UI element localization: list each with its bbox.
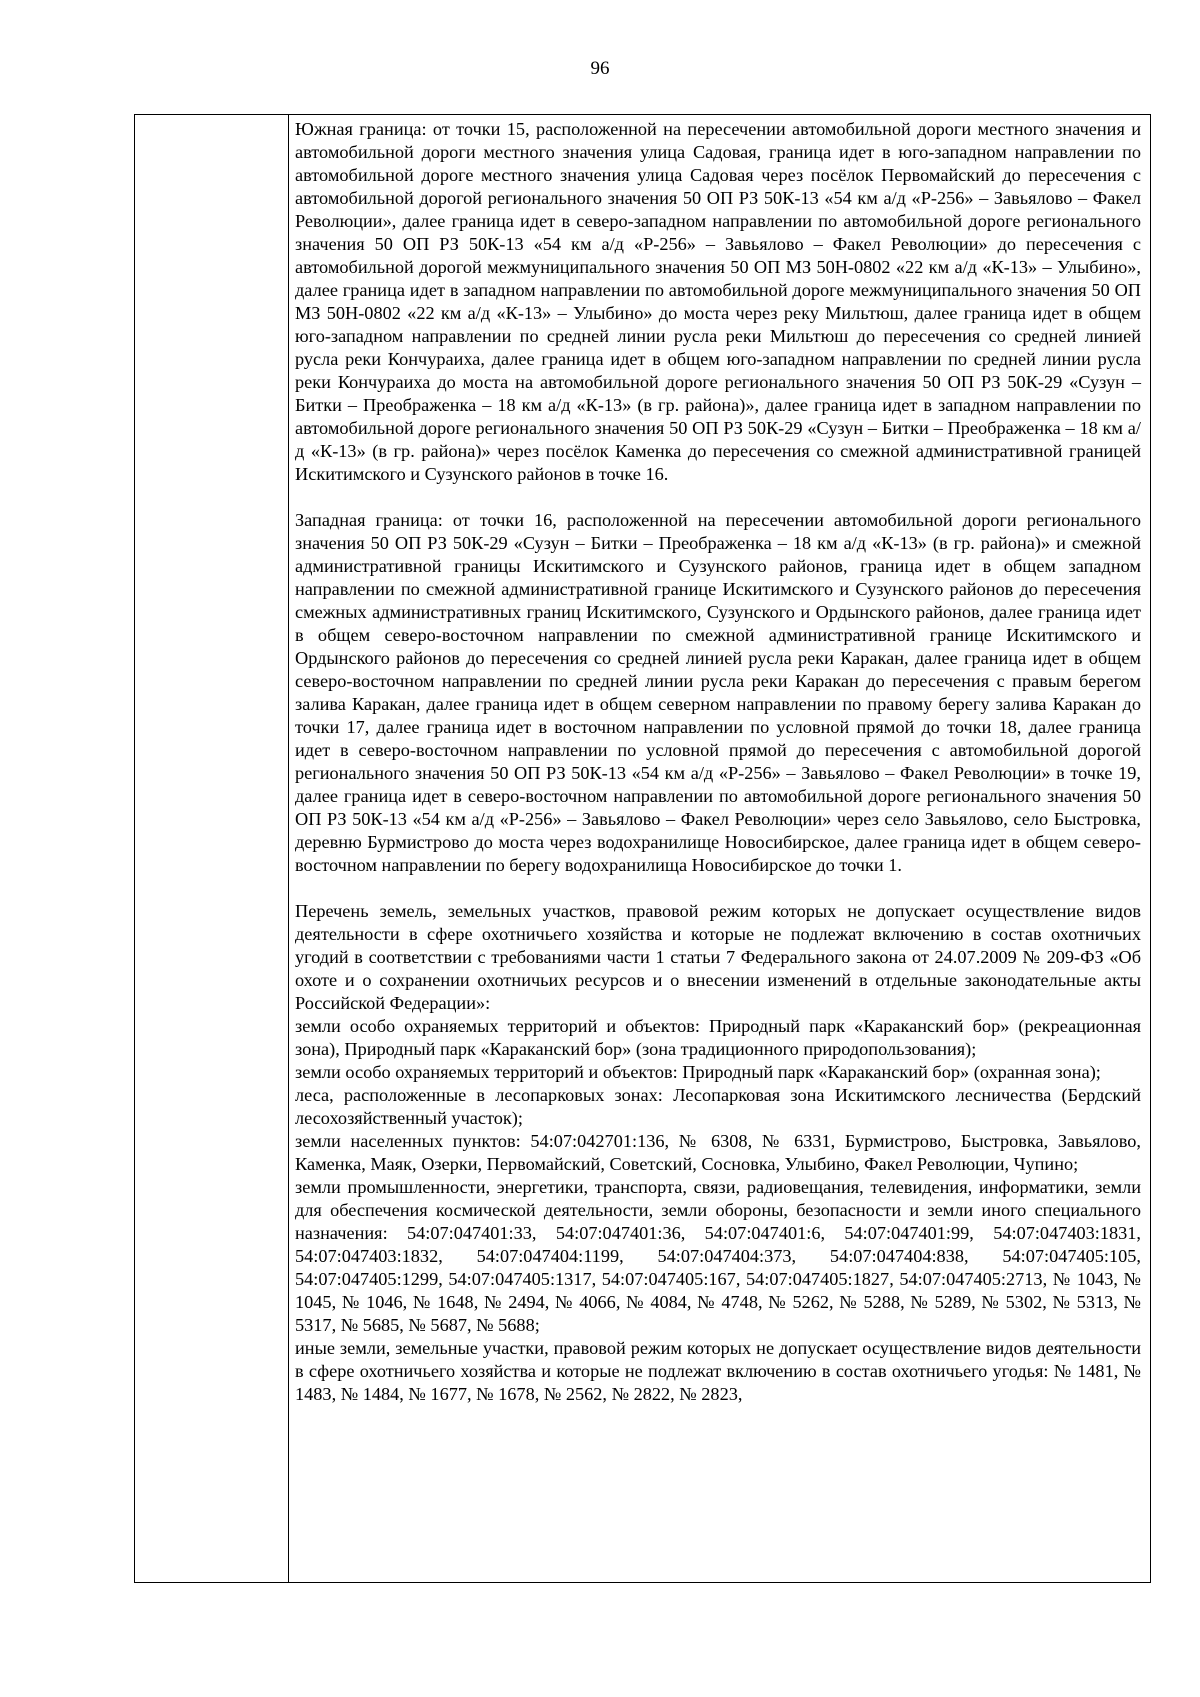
column-divider	[288, 115, 289, 1582]
lands-item: земли промышленности, энергетики, транспорта, связи, радиовещания, телевидения, информатики, земли для обеспечения космической деятельности, земли обороны, безопасности и земли иного специального назначения: 54:07:047401:33, 54:07:047401:36, 54:07:047401:6, 54:07:047401:99, 54:07:047403:1831, 54:07:047403:1832, 54:07:047404:1199, 54:07:047404:373, 54:07:047404:838, 54:07:047405:105, 54:07:047405:1299, 54:07:047405:1317, 54:07:047405:167, 54:07:047405:1827, 54:07:047405:2713, № 1043, № 1045, № 1046, № 1648, № 2494, № 4066, № 4084, № 4748, № 5262, № 5288, № 5289, № 5302, № 5313, № 5317, № 5685, № 5687, № 5688;	[295, 1177, 1141, 1335]
paragraph-gap	[295, 877, 1141, 900]
paragraph-gap	[295, 486, 1141, 509]
lands-item: земли особо охраняемых территорий и объектов: Природный парк «Караканский бор» (рекреационная зона), Природный парк «Караканский бор» (зона традиционного природопользования);	[295, 1016, 1141, 1059]
lands-item: земли населенных пунктов: 54:07:042701:136, № 6308, № 6331, Бурмистрово, Быстровка, Завьялово, Каменка, Маяк, Озерки, Первомайский, Советский, Сосновка, Улыбино, Факел Революции, Чупино;	[295, 1131, 1141, 1174]
lands-item: леса, расположенные в лесопарковых зонах: Лесопарковая зона Искитимского лесничества (Бердский лесохозяйственный участок);	[295, 1085, 1141, 1128]
page-number: 96	[590, 58, 610, 79]
content-cell	[295, 118, 1141, 1406]
lands-item: земли особо охраняемых территорий и объектов: Природный парк «Караканский бор» (охранная зона);	[295, 1062, 1101, 1082]
lands-item: иные земли, земельные участки, правовой режим которых не допускает осуществление видов деятельности в сфере охотничьего хозяйства и которые не подлежат включению в состав охотничьего угодья: № 1481, № 1483, № 1484, № 1677, № 1678, № 2562, № 2822, № 2823,	[295, 1338, 1141, 1404]
document-table	[134, 114, 1151, 1583]
western-border-paragraph: Западная граница: от точки 16, расположенной на пересечении автомобильной дороги регионального значения 50 ОП РЗ 50К-29 «Сузун – Битки – Преображенка – 18 км а/д «К-13» (в гр. района)» и смежной административной границы Искитимского и Сузунского районов, граница идет в общем западном направлении по смежной административной границе Искитимского и Сузунского районов до пересечения смежных административных границ Искитимского, Сузунского и Ордынского районов, далее граница идет в общем северо-восточном направлении по смежной административной границе Искитимского и Ордынского районов до пересечения со средней линией русла реки Каракан, далее граница идет в общем северо-восточном направлении по средней линии русла реки Каракан до пересечения с правым берегом залива Каракан, далее граница идет в общем северном направлении по правому берегу залива Каракан до точки 17, далее граница идет в восточном направлении по условной прямой до точки 18, далее граница идет в северо-восточном направлении по условной прямой до пересечения с автомобильной дорогой регионального значения 50 ОП РЗ 50К-13 «54 км а/д «Р-256» – Завьялово – Факел Революции» в точке 19, далее граница идет в северо-восточном направлении по автомобильной дороге регионального значения 50 ОП РЗ 50К-13 «54 км а/д «Р-256» – Завьялово – Факел Революции» через село Завьялово, село Быстровка, деревню Бурмистрово до моста через водохранилище Новосибирское, далее граница идет в общем северо-восточном направлении по берегу водохранилища Новосибирское до точки 1.	[295, 510, 1141, 875]
southern-border-paragraph: Южная граница: от точки 15, расположенной на пересечении автомобильной дороги местного значения и автомобильной дороги местного значения улица Садовая, граница идет в юго-западном направлении по автомобильной дороге местного значения улица Садовая через посёлок Первомайский до пересечения с автомобильной дорогой регионального значения 50 ОП РЗ 50К-13 «54 км а/д «Р-256» – Завьялово – Факел Революции», далее граница идет в северо-западном направлении по автомобильной дороге регионального значения 50 ОП РЗ 50К-13 «54 км а/д «Р-256» – Завьялово – Факел Революции» до пересечения с автомобильной дорогой межмуниципального значения 50 ОП МЗ 50Н-0802 «22 км а/д «К-13» – Улыбино», далее граница идет в западном направлении по автомобильной дороге межмуниципального значения 50 ОП МЗ 50Н-0802 «22 км а/д «К-13» – Улыбино» до моста через реку Мильтюш, далее граница идет в общем юго-западном направлении по средней линии русла реки Мильтюш до пересечения со средней линией русла реки Кончураиха, далее граница идет в общем юго-западном направлении по средней линии русла реки Кончураиха до моста на автомобильной дороге регионального значения 50 ОП РЗ 50К-29 «Сузун – Битки – Преображенка – 18 км а/д «К-13» (в гр. района)», далее граница идет в западном направлении по автомобильной дороге регионального значения 50 ОП РЗ 50К-29 «Сузун – Битки – Преображенка – 18 км а/д «К-13» (в гр. района)» через посёлок Каменка до пересечения со смежной административной границей Искитимского и Сузунского районов в точке 16.	[295, 119, 1141, 484]
lands-intro-paragraph: Перечень земель, земельных участков, правовой режим которых не допускает осуществление видов деятельности в сфере охотничьего хозяйства и которые не подлежат включению в состав охотничьих угодий в соответствии с требованиями части 1 статьи 7 Федерального закона от 24.07.2009 № 209-ФЗ «Об охоте и о сохранении охотничьих ресурсов и о внесении изменений в отдельные законодательные акты Российской Федерации»:	[295, 901, 1141, 1013]
